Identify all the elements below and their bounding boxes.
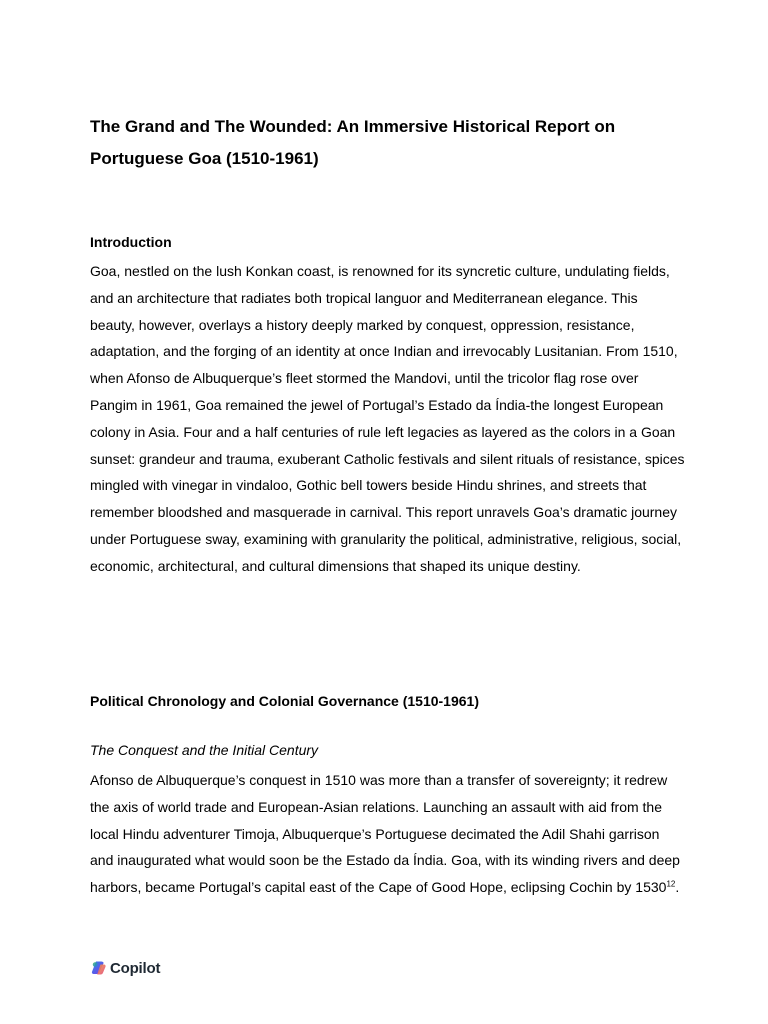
footnote-reference[interactable]: 12 xyxy=(666,879,676,889)
conquest-paragraph xyxy=(90,767,685,901)
document-title: The Grand and The Wounded: An Immersive Historical Report on Portuguese Goa (1510-1961) xyxy=(90,117,616,168)
section-heading-political-chronology: Political Chronology and Colonial Governance (1510-1961) xyxy=(90,693,479,709)
conquest-paragraph-text: Afonso de Albuquerque’s conquest in 1510 was more than a transfer of sovereignty; it redrew the axis of world trade and European-Asian relations. Launching an assault with aid from the local Hindu adventurer Timoja, Albuquerque’s Portuguese decimated the Adil Shahi garrison and inaugurated what would soon be the Estado da Índia. Goa, with its winding rivers and deep harbors, became Portugal’s capital east of the Cape of Good Hope, eclipsing Cochin by 1530 xyxy=(90,772,680,896)
introduction-paragraph: Goa, nestled on the lush Konkan coast, is renowned for its syncretic culture, undulating fields, and an architecture that radiates both tropical languor and Mediterranean elegance. This beauty, however, overlays a history deeply marked by conquest, oppression, resistance, adaptation, and the forging of an identity at once Indian and irrevocably Lusitanian. From 1510, when Afonso de Albuquerque’s fleet stormed the Mandovi, until the tricolor flag rose over Pangim in 1961, Goa remained the jewel of Portugal’s Estado da Índia-the longest European colony in Asia. Four and a half centuries of rule left legacies as layered as the colors in a Goan sunset: grandeur and trauma, exuberant Catholic festivals and silent rituals of resistance, spices mingled with vinegar in vindaloo, Gothic bell towers beside Hindu shrines, and streets that remember bloodshed and masquerade in carnival. This report unravels Goa’s dramatic journey under Portuguese sway, examining with granularity the political, administrative, religious, social, economic, architectural, and cultural dimensions that shaped its unique destiny. xyxy=(90,263,685,574)
section-heading-introduction: Introduction xyxy=(90,234,172,250)
copilot-brand-name: Copilot xyxy=(110,959,161,977)
conquest-paragraph-end: . xyxy=(675,879,680,896)
copilot-logo-icon xyxy=(91,960,107,976)
subheading-conquest: The Conquest and the Initial Century xyxy=(90,742,319,758)
copilot-branding xyxy=(91,958,160,978)
